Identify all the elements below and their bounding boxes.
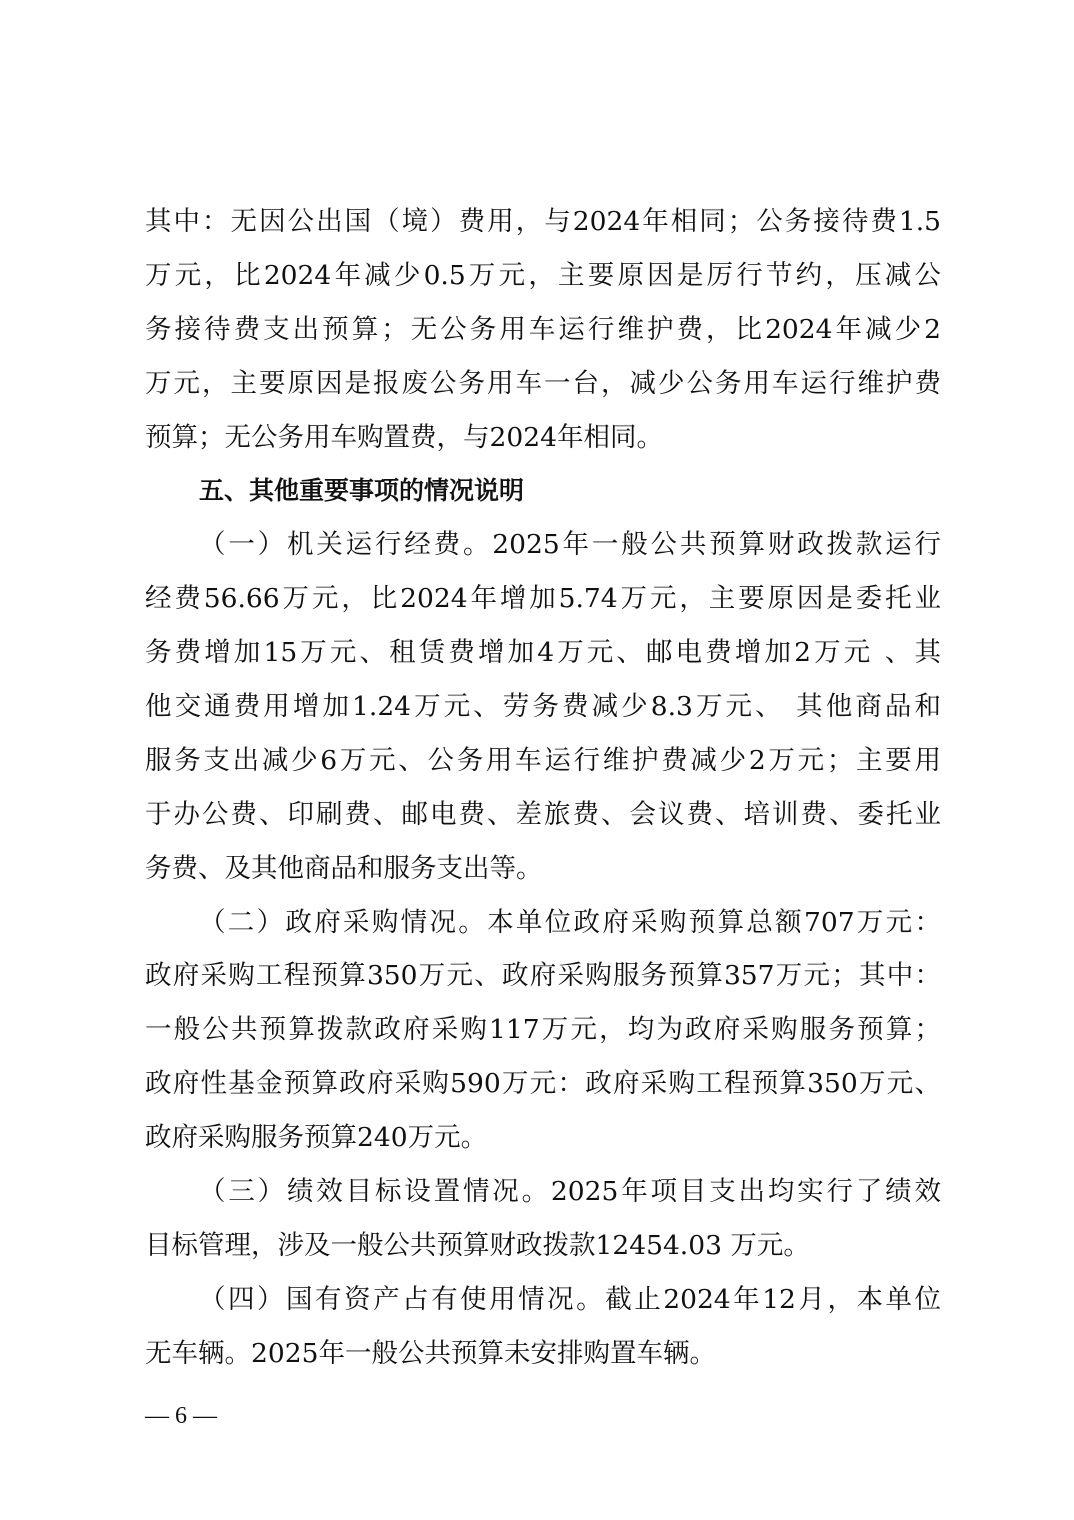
text-line: （四）国有资产占有使用情况。截止2024年12月，本单位 [199, 1283, 941, 1315]
text-line: 经费56.66万元，比2024年增加5.74万元，主要原因是委托业 [145, 583, 941, 615]
document-body [145, 195, 941, 1381]
text-line: 务费、及其他商品和服务支出等。 [145, 852, 543, 884]
text-line: 他交通费用增加1.24万元、劳务费减少8.3万元、 其他商品和 [145, 691, 941, 723]
text-line: 政府性基金预算政府采购590万元：政府采购工程预算350万元、 [145, 1068, 941, 1100]
page-number: — 6 — [145, 1403, 217, 1429]
text-line: 万元，比2024年减少0.5万元，主要原因是厉行节约，压减公 [145, 259, 941, 291]
text-line: 其中：无因公出国（境）费用，与2024年相同；公务接待费1.5 [145, 206, 941, 237]
text-line: （三）绩效目标设置情况。2025年项目支出均实行了绩效 [199, 1176, 941, 1208]
text-line: （一）机关运行经费。2025年一般公共预算财政拨款运行 [199, 529, 941, 561]
text-line: 于办公费、印刷费、邮电费、差旅费、会议费、培训费、委托业 [145, 798, 941, 830]
text-line: 一般公共预算拨款政府采购117万元，均为政府采购服务预算； [145, 1014, 941, 1046]
text-line: 政府采购工程预算350万元、政府采购服务预算357万元；其中： [145, 960, 941, 992]
text-line: 预算；无公务用车购置费，与2024年相同。 [145, 421, 663, 453]
text-line: 万元，主要原因是报废公务用车一台，减少公务用车运行维护费 [145, 367, 941, 399]
text-line: 无车辆。2025年一般公共预算未安排购置车辆。 [145, 1337, 716, 1369]
text-line: 务费增加15万元、租赁费增加4万元、邮电费增加2万元 、其 [145, 637, 941, 669]
paragraph-overseas-reception-vehicle [145, 195, 941, 464]
text-line: 目标管理，涉及一般公共预算财政拨款12454.03 万元。 [145, 1229, 810, 1261]
text-line: （二）政府采购情况。本单位政府采购预算总额707万元： [199, 906, 941, 938]
paragraph-operating-expenses [145, 518, 941, 895]
text-line: 政府采购服务预算240万元。 [145, 1122, 488, 1154]
section-heading: 五、其他重要事项的情况说明 [199, 476, 525, 506]
paragraph-state-assets [145, 1273, 941, 1381]
text-line: 务接待费支出预算；无公务用车运行维护费，比2024年减少2 [145, 313, 941, 345]
paragraph-performance-targets [145, 1165, 941, 1273]
paragraph-government-procurement [145, 896, 941, 1165]
text-line: 服务支出减少6万元、公务用车运行维护费减少2万元；主要用 [145, 744, 941, 776]
